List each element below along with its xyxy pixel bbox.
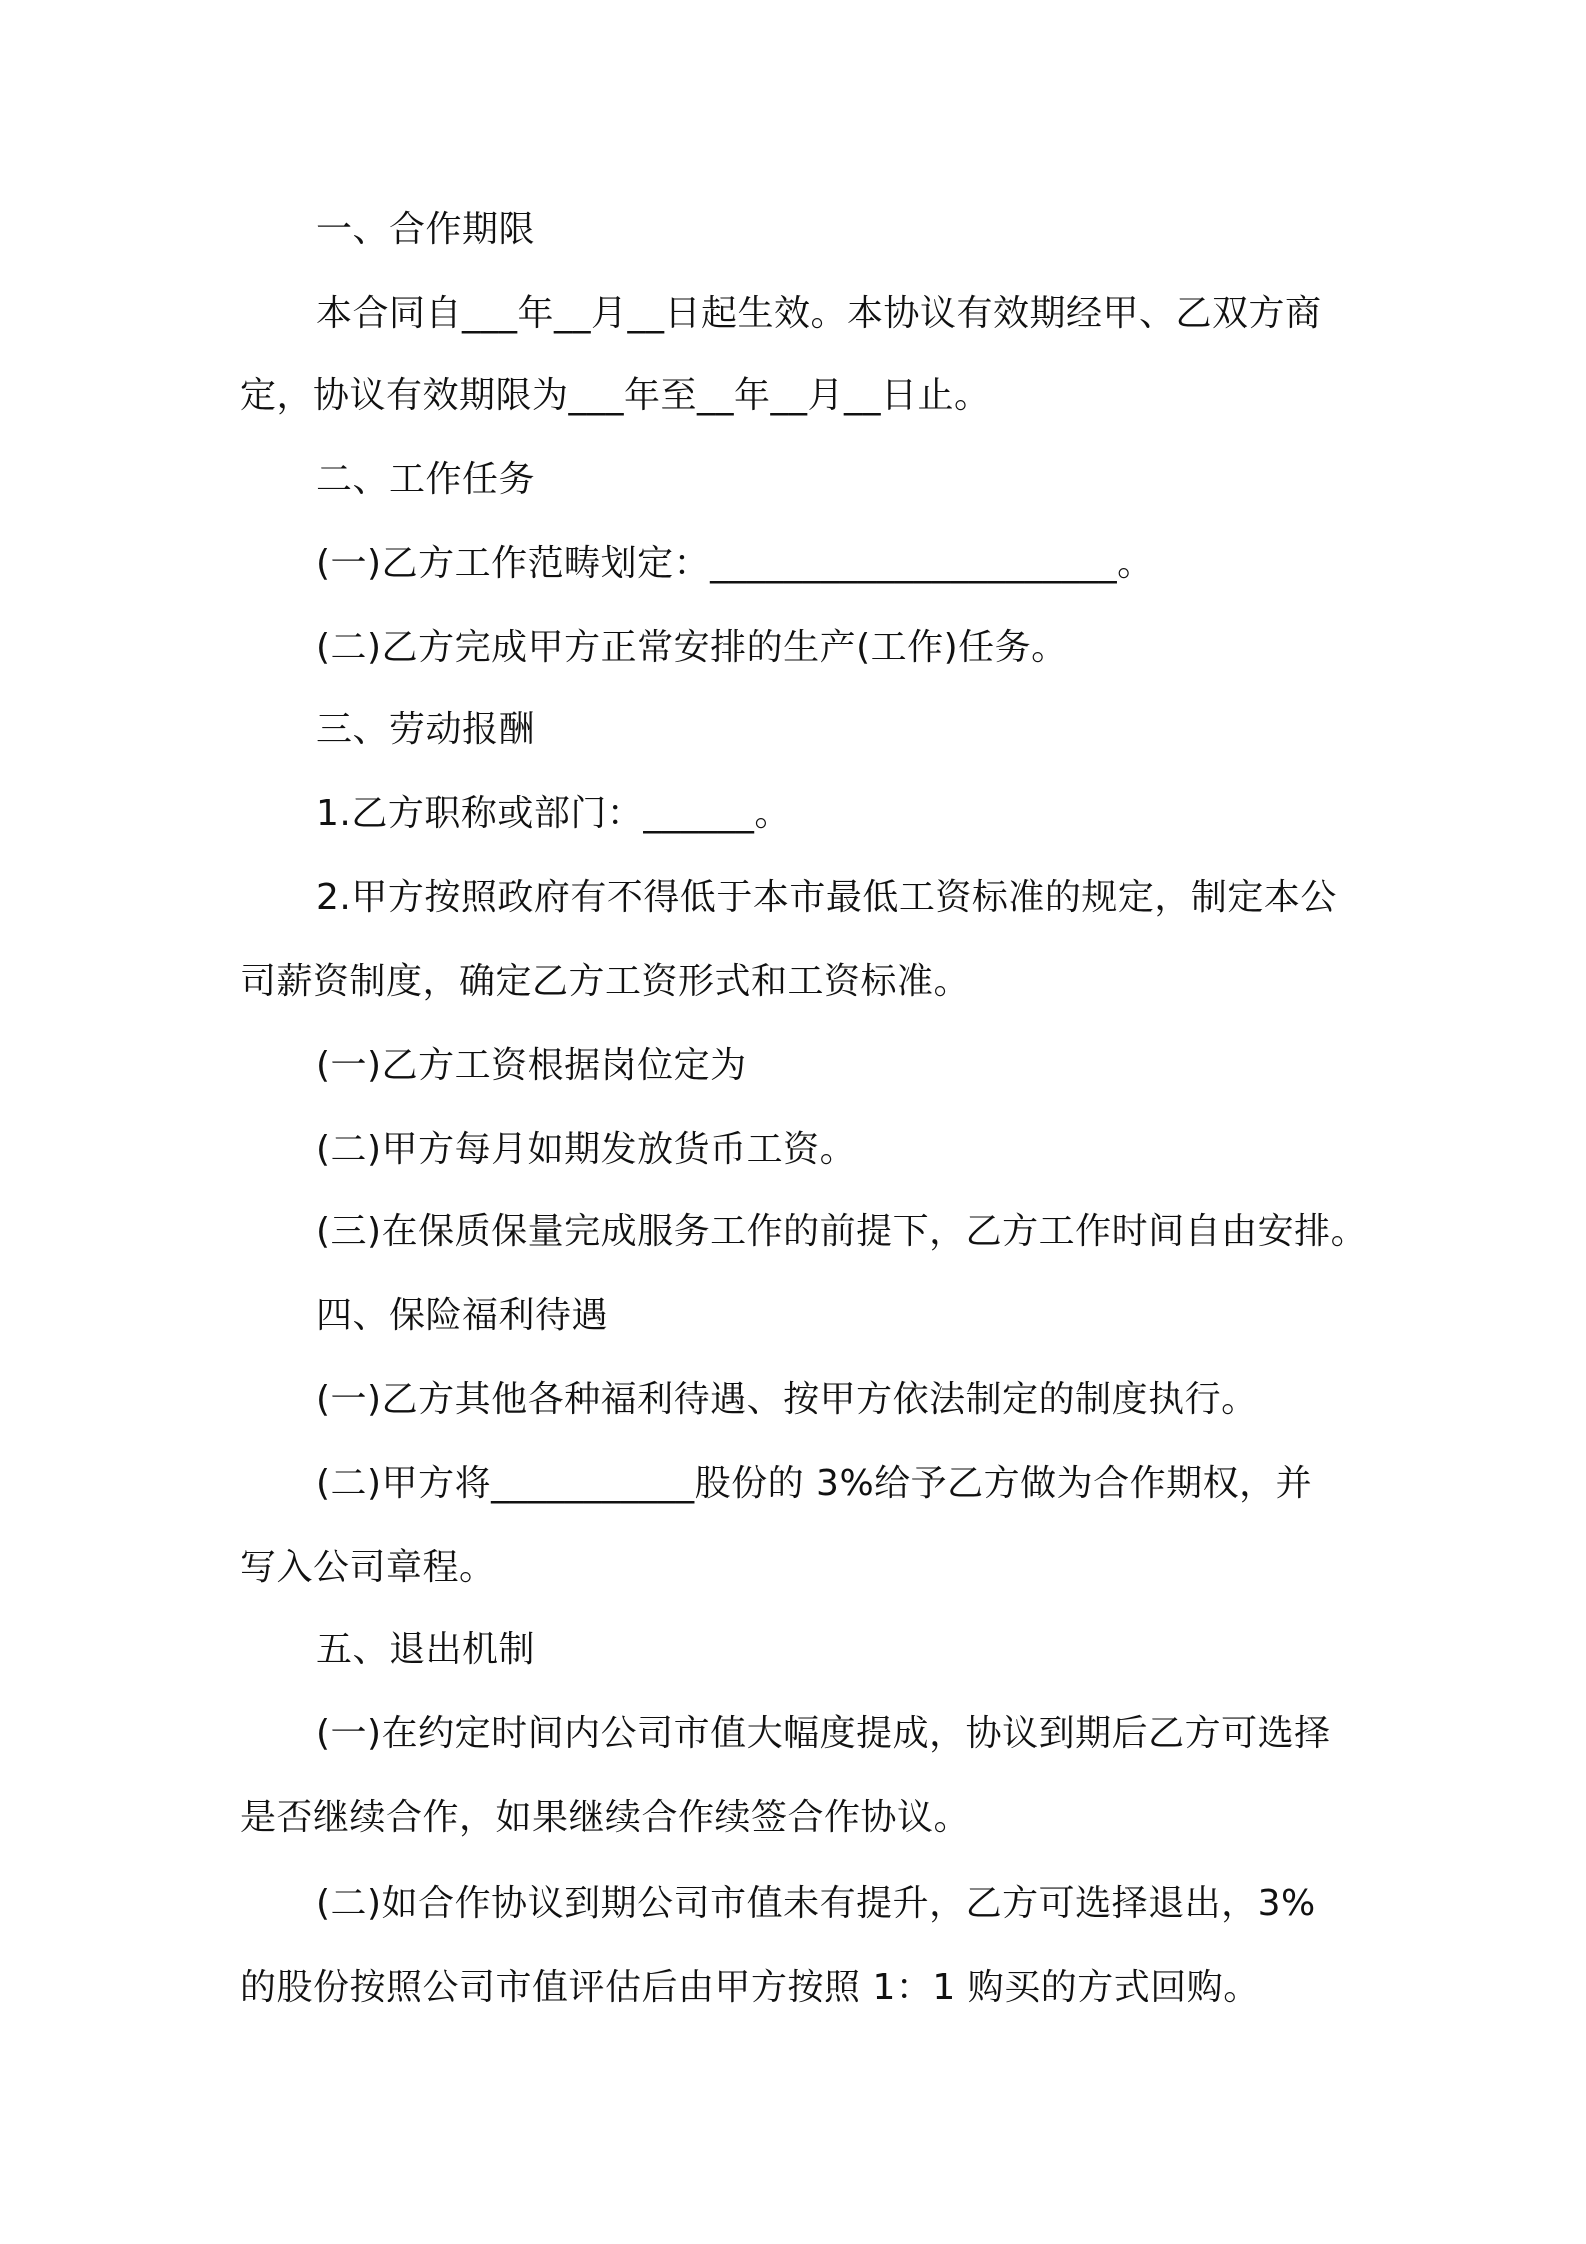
paragraph-line: 定，协议有效期限为___年至__年__月__日止。 <box>240 375 991 416</box>
paragraph-line: 是否继续合作，如果继续合作续签合作协议。 <box>240 1797 971 1838</box>
paragraph-line: (二)甲方将___________股份的 3%给予乙方做为合作期权，并 <box>316 1463 1313 1504</box>
paragraph-line: (二)如合作协议到期公司市值未有提升，乙方可选择退出，3% <box>316 1883 1316 1924</box>
section-heading-cooperation-term: 一、合作期限 <box>316 209 536 250</box>
paragraph-line: 本合同自___年__月__日起生效。本协议有效期经甲、乙双方商 <box>316 293 1322 334</box>
paragraph-line: (一)乙方工作范畴划定：______________________。 <box>316 543 1154 584</box>
paragraph-line: (一)乙方其他各种福利待遇、按甲方依法制定的制度执行。 <box>316 1379 1258 1420</box>
paragraph-line: 司薪资制度，确定乙方工资形式和工资标准。 <box>240 961 971 1002</box>
paragraph-line: (三)在保质保量完成服务工作的前提下，乙方工作时间自由安排。 <box>316 1211 1368 1252</box>
section-heading-exit-mechanism: 五、退出机制 <box>316 1629 536 1670</box>
paragraph-line: 2.甲方按照政府有不得低于本市最低工资标准的规定，制定本公 <box>316 877 1337 918</box>
paragraph-line: (二)甲方每月如期发放货币工资。 <box>316 1129 857 1170</box>
paragraph-line: 1.乙方职称或部门：______。 <box>316 793 791 834</box>
paragraph-line: (二)乙方完成甲方正常安排的生产(工作)任务。 <box>316 627 1068 668</box>
section-heading-work-tasks: 二、工作任务 <box>316 459 536 500</box>
paragraph-line: 写入公司章程。 <box>240 1547 496 1588</box>
paragraph-line: (一)乙方工资根据岗位定为 <box>316 1045 747 1086</box>
section-heading-benefits: 四、保险福利待遇 <box>316 1295 609 1336</box>
section-heading-remuneration: 三、劳动报酬 <box>316 709 536 750</box>
paragraph-line: (一)在约定时间内公司市值大幅度提成，协议到期后乙方可选择 <box>316 1713 1331 1754</box>
paragraph-line: 的股份按照公司市值评估后由甲方按照 1：1 购买的方式回购。 <box>240 1967 1260 2008</box>
